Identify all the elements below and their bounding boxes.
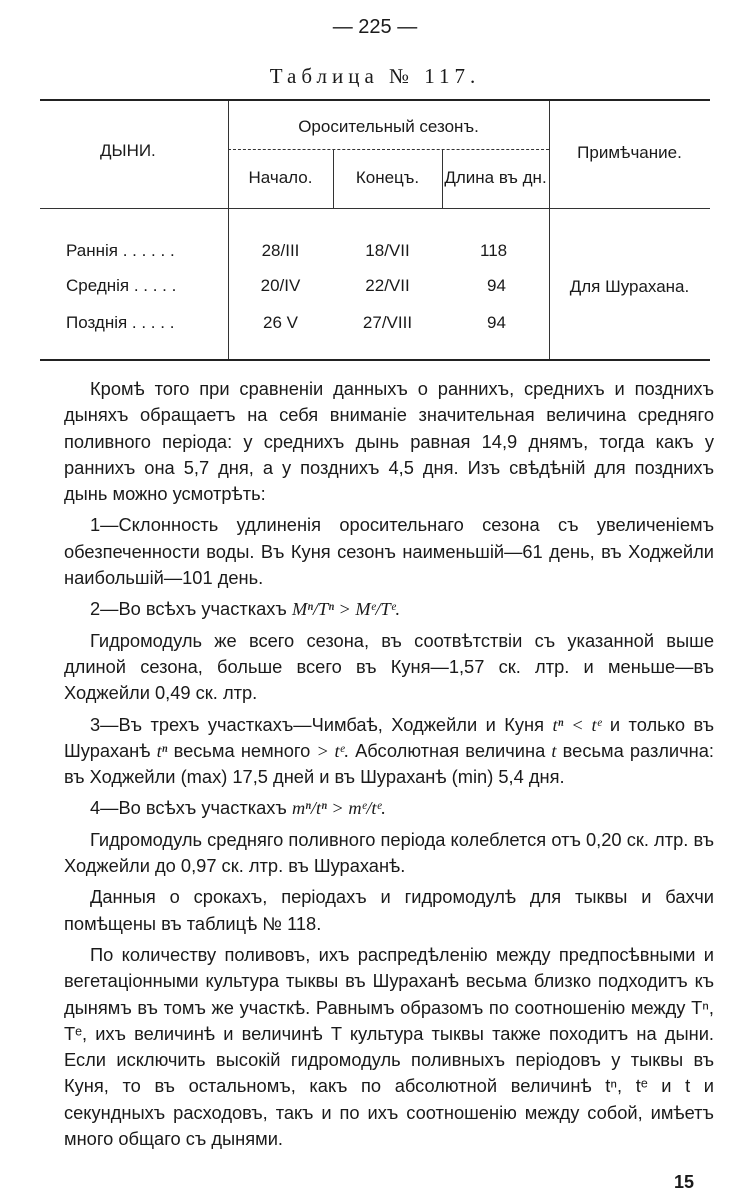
paragraph: Гидромодуль же всего сезона, въ соотвѣтствіи съ указанной выше длиной сезона, больше всего въ Куня—1,57 ск. лтр. и меньше—въ Ходжейли 0,49 ск. лтр.	[64, 629, 714, 704]
formula: Mⁿ/Tⁿ > Mᵉ/Tᵉ.	[291, 599, 401, 620]
divider	[40, 208, 710, 209]
paragraph-text: 4—Во всѣхъ участкахъ	[90, 797, 287, 819]
table-cell: 118	[480, 241, 508, 260]
paragraph	[64, 795, 714, 821]
data-table	[40, 99, 710, 361]
table-cell: 18/VII	[365, 241, 410, 260]
column-header-end: Конецъ.	[355, 168, 420, 187]
table-cell: 27/VIII	[362, 313, 413, 332]
table-cell: 20/IV	[260, 276, 301, 295]
table-cell: 94	[487, 276, 506, 295]
table-title: Таблица № 117.	[269, 64, 481, 88]
paragraph: Данныя о срокахъ, періодахъ и гидромодулѣ для тыквы и бахчи помѣщены въ таблицѣ № 118.	[64, 886, 714, 934]
formula: t	[551, 740, 557, 761]
formula: tⁿ < tᵉ	[552, 714, 602, 735]
table-cell: 28/III	[261, 241, 300, 260]
divider	[228, 149, 549, 150]
paragraph-text: Абсолютная величина	[355, 739, 546, 761]
paragraph-text: 3—Въ трехъ участкахъ—Чимбаѣ, Ходжейли и Куня	[90, 713, 545, 735]
formula: > tᵉ.	[316, 740, 349, 761]
paragraph-text: весьма немного	[173, 739, 311, 761]
table-row-label: Позднія . . . . .	[66, 313, 175, 332]
table-row-label: Среднія . . . . .	[66, 276, 177, 295]
divider	[549, 101, 550, 359]
paragraph	[64, 596, 714, 622]
paragraph-text: весьма различна: въ Ходжейли (max) 17,5 дней и въ Шураханѣ (min) 5,4 дня.	[64, 739, 714, 788]
column-group-header: Оросительный сезонъ.	[298, 117, 479, 136]
paragraph: По количеству поливовъ, ихъ распредѣленію между предпосѣвными и вегетаціонными культура тыквы въ Шураханѣ весьма близко подходитъ къ дынямъ въ томъ же участкѣ. Равнымъ образомъ по соотношенію между Tⁿ, Tᵉ, ихъ величинѣ и величинѣ T культура тыквы также походитъ на дыни. Если исключить высокій гидромодуль поливныхъ періодовъ у тыквы въ Куня, то въ остальномъ, какъ по абсолютной величинѣ tⁿ, tᵉ и t и секундныхъ расходовъ, такъ и по ихъ соотношенію между собой, имѣетъ много общаго съ дынями.	[64, 943, 714, 1150]
paragraph-text: 2—Во всѣхъ участкахъ	[90, 598, 287, 620]
formula: mⁿ/tⁿ > mᵉ/tᵉ.	[291, 798, 386, 819]
column-header-note: Примѣчание.	[577, 143, 682, 162]
footer-number: 15	[673, 1172, 694, 1192]
page-number: — 225 —	[332, 16, 418, 38]
column-header-start: Начало.	[248, 168, 313, 187]
paragraph: Гидромодуль средняго поливного періода колеблется отъ 0,20 ск. лтр. въ Ходжейли до 0,97 ск. лтр. въ Шураханѣ.	[64, 828, 714, 877]
column-header-length: Длина въ дн.	[444, 168, 547, 187]
paragraph: Кромѣ того при сравненіи данныхъ о раннихъ, среднихъ и позднихъ дыняхъ обращаетъ на себя вниманіе значительная величина средняго поливного періода: у среднихъ дынь равная 14,9 днямъ, тогда какъ у раннихъ она 5,7 дня, а у позднихъ 4,5 дня. Изъ свѣдѣній для позднихъ дынь можно усмотрѣть:	[64, 378, 714, 505]
table-cell: 22/VII	[365, 276, 410, 295]
body-text	[64, 376, 714, 1157]
paragraph	[64, 712, 714, 791]
formula: tⁿ	[156, 740, 168, 761]
paragraph: 1—Склонность удлиненія оросительнаго сезона съ увеличеніемъ обезпеченности воды. Въ Куня сезонъ наименьшій—61 день, въ Ходжейли наибольшій—101 день.	[64, 514, 714, 589]
paragraph-text: и только въ Шураханѣ	[64, 713, 714, 761]
column-header-crop: ДЫНИ.	[100, 141, 156, 160]
table-row-label: Раннія . . . . . .	[66, 241, 175, 260]
table-cell: 94	[487, 313, 506, 332]
table-cell: 26 V	[263, 313, 298, 332]
table-note: Для Шурахана.	[569, 277, 690, 296]
